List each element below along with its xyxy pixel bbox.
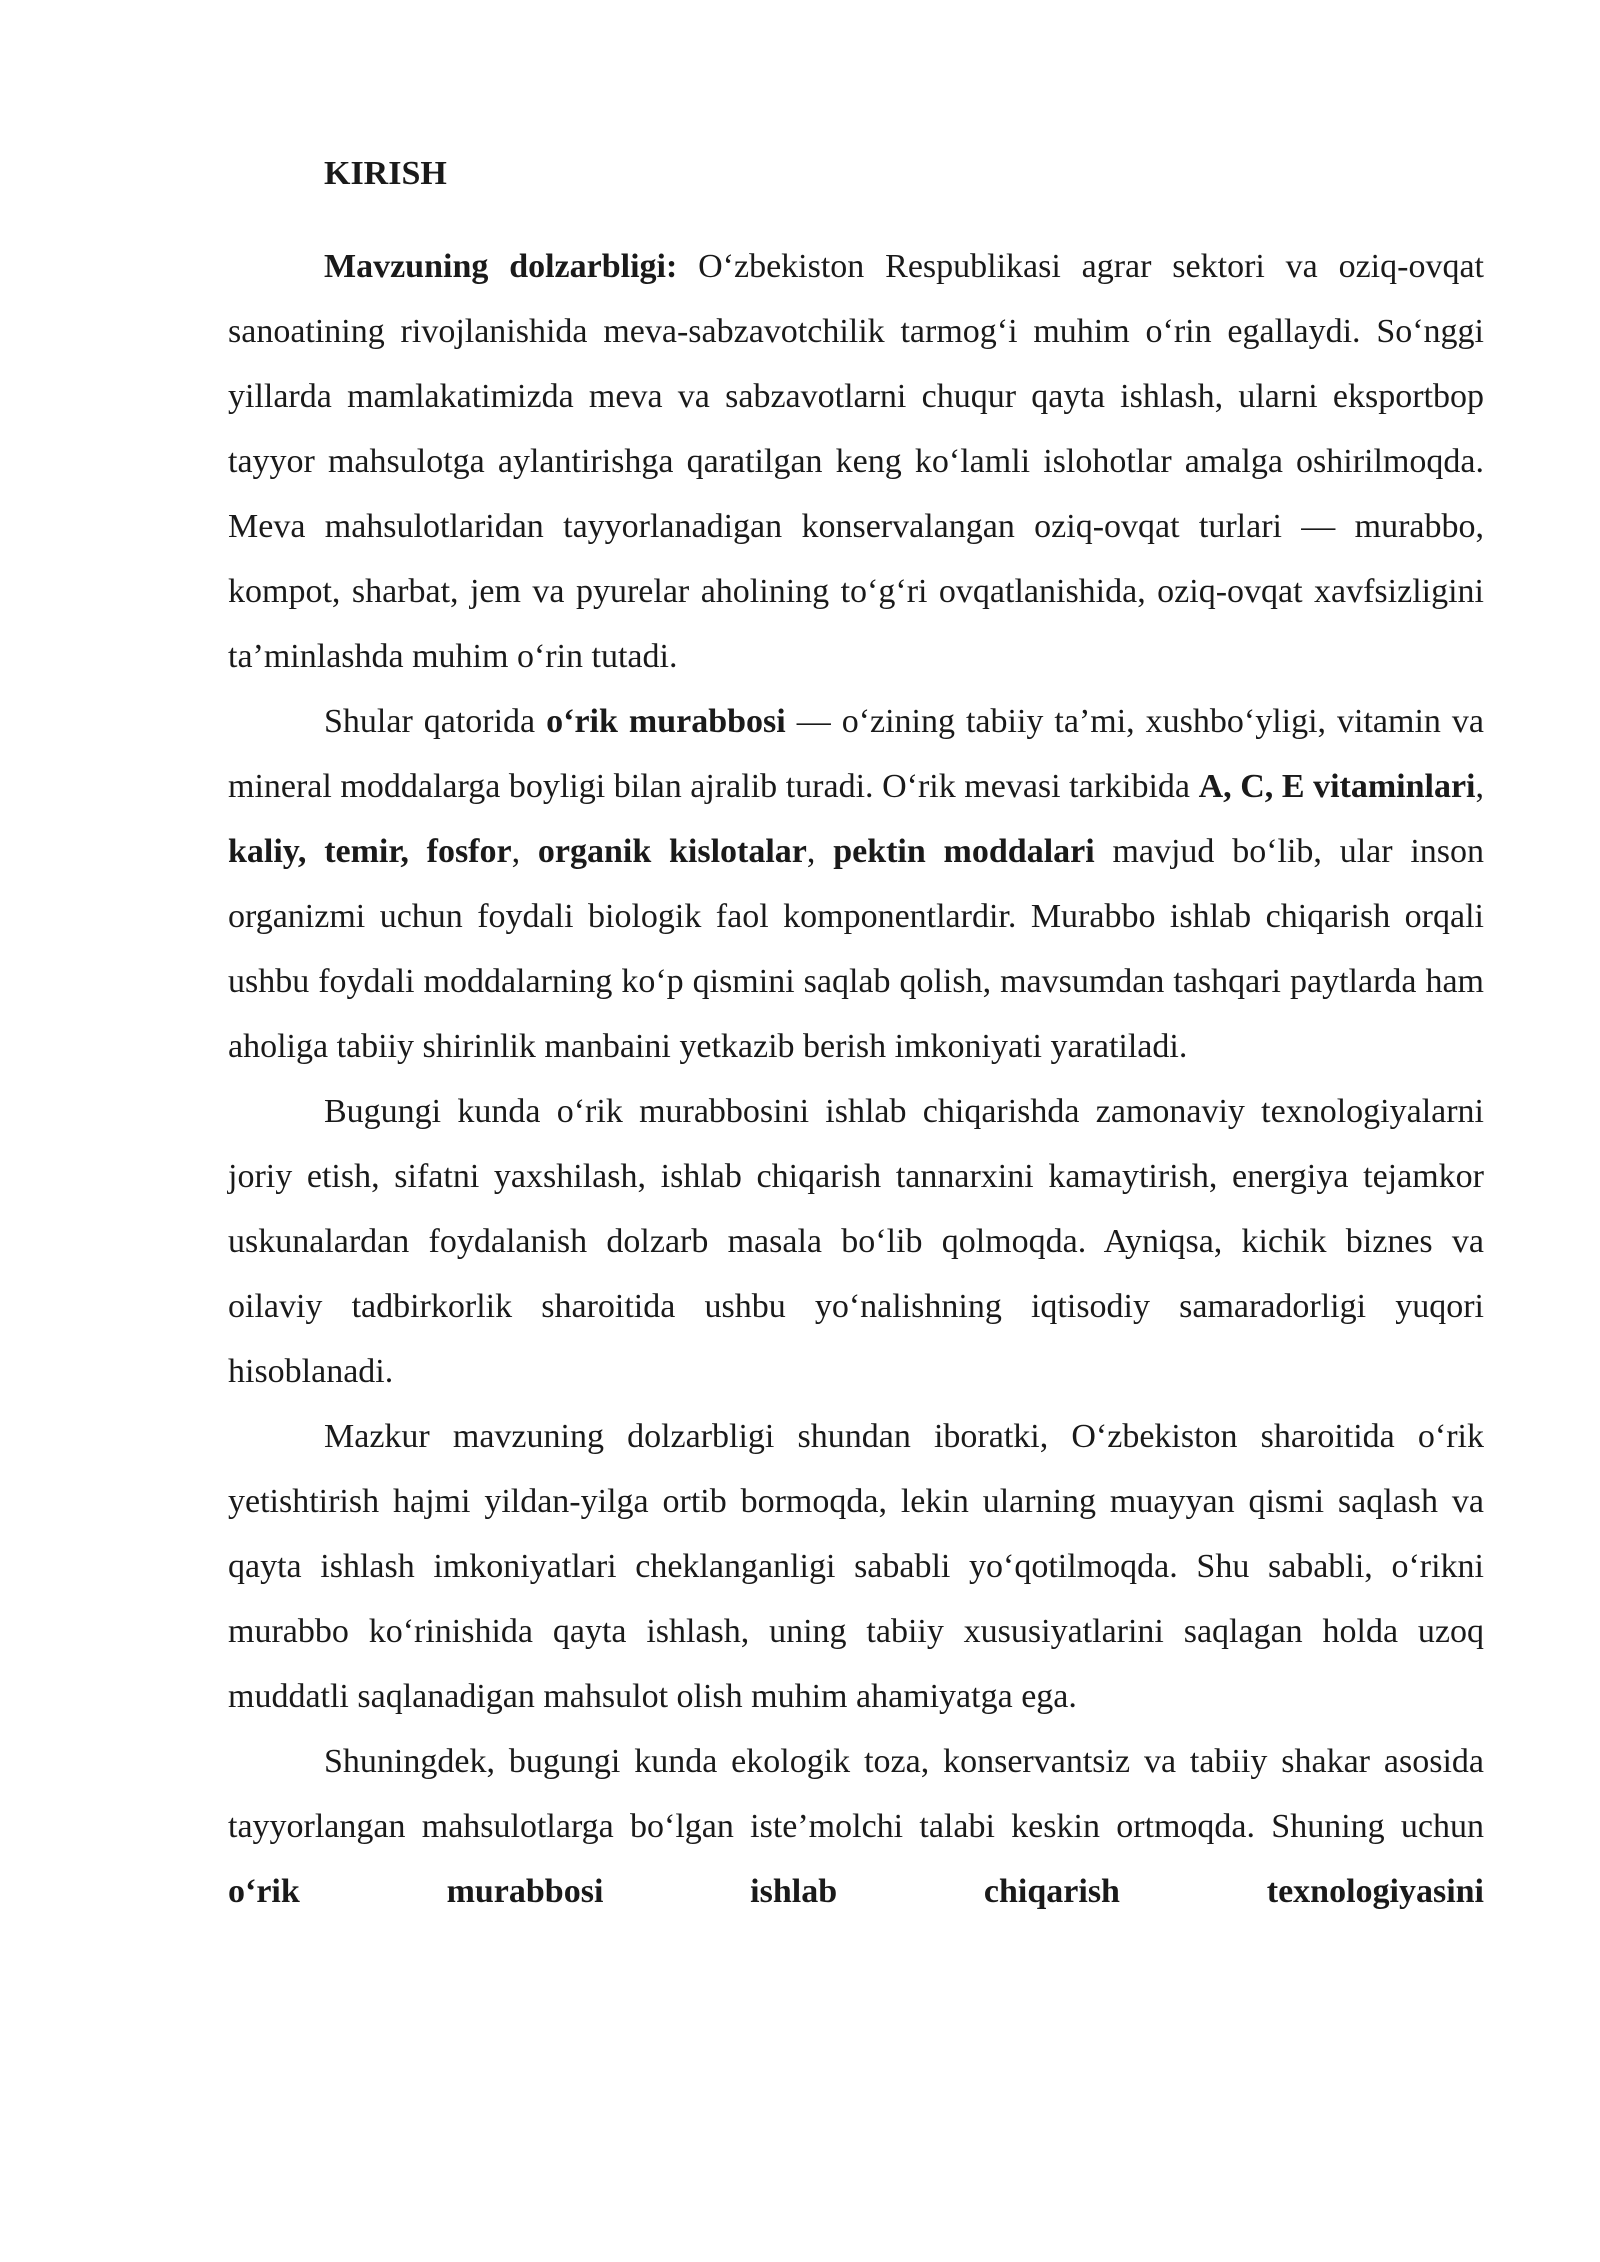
- paragraph-consumer-demand: [228, 1729, 1484, 1924]
- p2-text-4: ,: [511, 833, 538, 870]
- section-heading: KIRISH: [324, 155, 447, 192]
- p2-bold-organic-acids: organik kislotalar: [537, 833, 807, 870]
- p2-bold-pectin: pektin moddalari: [833, 833, 1095, 870]
- p2-bold-vitamins: A, C, E vitaminlari: [1198, 768, 1476, 805]
- paragraph-technology: Bugungi kunda o‘rik murabbosini ishlab chiqarishda zamonaviy texnologiyalarni joriy etish, sifatni yaxshilash, ishlab chiqarish tannarxini kamaytirish, energiya tejamkor uskunalardan foydalanish dolzarb masala bo‘lib qolmoqda. Ayniqsa, kichik biznes va oilaviy tadbirkorlik sharoitida ushbu yo‘nalishning iqtisodiy samaradorligi yuqori hisoblanadi.: [228, 1093, 1484, 1390]
- p2-text-3: ,: [1475, 768, 1484, 805]
- paragraph-apricot-jam: [228, 689, 1484, 1079]
- p5-bold-technology: o‘rik murabbosi ishlab chiqarish texnologiyasini: [228, 1873, 1484, 1910]
- p2-text-2: — o‘zining tabiiy ta’mi, xushbo‘yligi, vitamin va mineral moddalarga boyligi bilan ajralib turadi. O‘rik mevasi tarkibida: [228, 703, 1484, 805]
- p2-text-5: ,: [806, 833, 834, 870]
- relevance-text: O‘zbekiston Respublikasi agrar sektori va oziq-ovqat sanoatining rivojlanishida meva-sabzavotchilik tarmog‘i muhim o‘rin egallaydi. So‘nggi yillarda mamlakatimizda meva va sabzavotlarni chuqur qayta ishlash, ularni eksportbop tayyor mahsulotga aylantirishga qaratilgan keng ko‘lamli islohotlar amalga oshirilmoqda. Meva mahsulotlaridan tayyorlanadigan konservalangan oziq-ovqat turlari — murabbo, kompot, sharbat, jem va pyurelar aholining to‘g‘ri ovqatlanishida, oziq-ovqat xavfsizligini ta’minlashda muhim o‘rin tutadi.: [228, 248, 1484, 675]
- p2-bold-apricot-jam: o‘rik murabbosi: [546, 703, 786, 740]
- paragraph-production-volume: Mazkur mavzuning dolzarbligi shundan iboratki, O‘zbekiston sharoitida o‘rik yetishtirish hajmi yildan-yilga ortib bormoqda, lekin ularning muayyan qismi saqlash va qayta ishlash imkoniyatlari cheklanganligi sababli yo‘qotilmoqda. Shu sababli, o‘rikni murabbo ko‘rinishida qayta ishlash, uning tabiiy xususiyatlarini saqlagan holda uzoq muddatli saqlanadigan mahsulot olish muhim ahamiyatga ega.: [228, 1418, 1484, 1715]
- paragraph-relevance: [228, 234, 1484, 689]
- p2-bold-minerals: kaliy, temir, fosfor: [228, 833, 512, 870]
- p5-text: Shuningdek, bugungi kunda ekologik toza, konservantsiz va tabiiy shakar asosida tayyorlangan mahsulotlarga bo‘lgan iste’molchi talabi keskin ortmoqda. Shuning uchun: [228, 1743, 1484, 1845]
- p2-text-1: Shular qatorida: [324, 703, 547, 740]
- document-body: [228, 148, 1484, 1924]
- relevance-lead: Mavzuning dolzarbligi:: [324, 248, 678, 285]
- p2-text-6: mavjud bo‘lib, ular inson organizmi uchun foydali biologik faol komponentlardir. Murabbo ishlab chiqarish orqali ushbu foydali moddalarning ko‘p qismini saqlab qolish, mavsumdan tashqari paytlarda ham aholiga tabiiy shirinlik manbaini yetkazib berish imkoniyati yaratiladi.: [228, 833, 1485, 1065]
